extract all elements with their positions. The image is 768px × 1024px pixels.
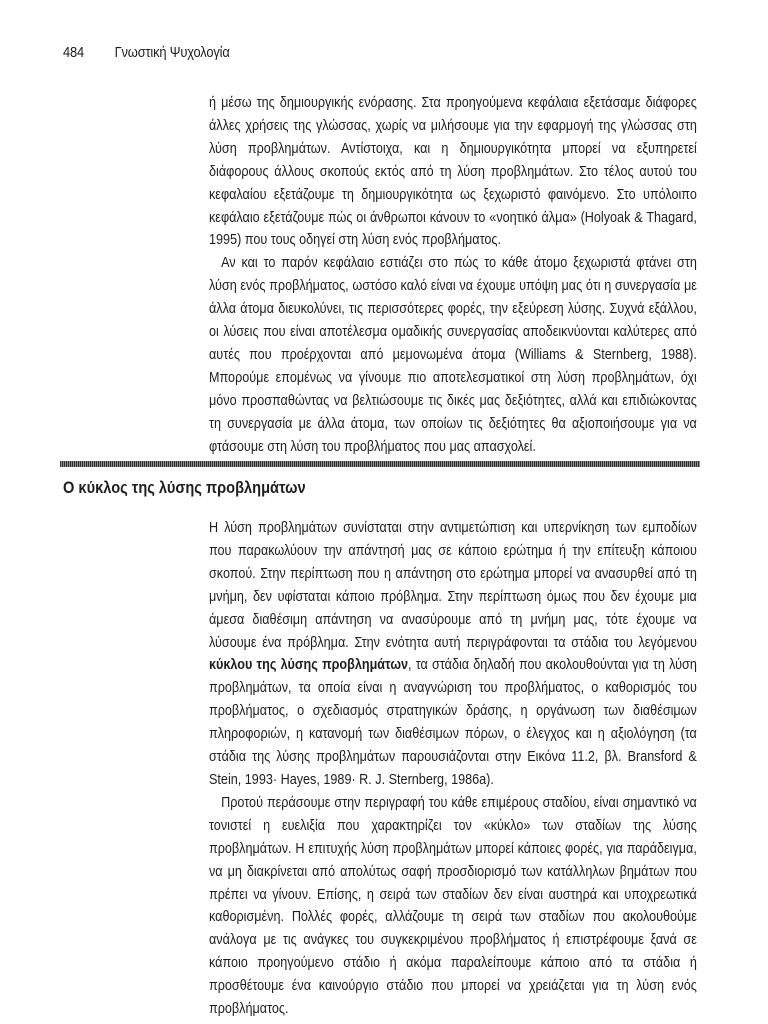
section-paragraph-1-end: , τα στάδια δηλαδή που ακολουθούνται για τη λύση προβλημάτων, τα οποία είναι η αναγνώριση του προβλήματος, ο καθορισμός του προβλήματος, ο σχεδιασμός στρατηγικών δράσης, η οργάνωση των διαθέσιμων πληροφοριών, η κατανομή των διαθέσιμων πόρων, ο έλεγχος και η αξιολόγηση (τα στάδια της λύσης προβλημάτων παρουσιάζονται στην Εικόνα 11.2, βλ. Bransford & Stein, 1993· Hayes, 1989· R. J. Sternberg, 1986a). <box>209 657 697 788</box>
running-header <box>63 44 230 61</box>
intro-paragraph-1: ή μέσω της δημιουργικής ενόρασης. Στα προηγούμενα κεφάλαια εξετάσαμε διάφορες άλλες χρήσεις της γλώσσας, χωρίς να μιλήσουμε για την εφαρμογή της γλώσσας στη λύση προβλημάτων. Αντίστοιχα, και η δημιουργικότητα μπορεί να εξυπηρετεί διάφορους άλλους σκοπούς εκτός από τη λύση προβλημάτων. Στο τέλος αυτού του κεφαλαίου εξετάζουμε τη δημιουργικότητα ως ξεχωριστό φαινόμενο. Στο υπόλοιπο κεφάλαιο εξετάζουμε πώς οι άνθρωποι κάνουν το «νοητικό άλμα» (Holyoak & Thagard, 1995) που τους οδηγεί στη λύση ενός προβλήματος. <box>209 95 697 249</box>
section-paragraph-2: Προτού περάσουμε στην περιγραφή του κάθε επιμέρους σταδίου, είναι σημαντικό να τονιστεί η ευελιξία που χαρακτηρίζει τον «κύκλο» των σταδίων της λύσης προβλημάτων. Η επιτυχής λύση προβλημάτων μπορεί κάποιες φορές, για παράδειγμα, να μη διακρίνεται από απολύτως σαφή προσδιορισμό των κατάλληλων βημάτων που πρέπει να γίνουν. Επίσης, η σειρά των σταδίων δεν είναι αυστηρά και υποχρεωτικά καθορισμένη. Πολλές φορές, αλλάζουμε τη σειρά των σταδίων που ακολουθούμε ανάλογα με τις ανάγκες του συγκεκριμένου προβλήματος ή επιστρέφουμε ξανά σε κάποιο προηγούμενο στάδιο ή ακόμα παραλείπουμε κάποιο από τα στάδια ή προσθέτουμε ένα καινούργιο στάδιο που μπορεί να χρειάζεται για τη λύση ενός προβλήματος. <box>209 794 697 1018</box>
page-number: 484 <box>63 44 85 61</box>
section-text-block <box>209 517 697 1021</box>
section-paragraph-1 <box>209 517 697 792</box>
section-divider <box>60 461 700 467</box>
intro-text-block <box>209 92 697 459</box>
section-paragraph-1-start: Η λύση προβλημάτων συνίσταται στην αντιμετώπιση και υπερνίκηση των εμποδίων που παρακωλύουν την απάντησή μας σε κάποιο ερώτημα ή την επίτευξη κάποιου σκοπού. Στην περίπτωση που η απάντηση στο ερώτημα μπορεί να ανασυρθεί από τη μνήμη, δεν υφίσταται κάποιο πρόβλημα. Στην περίπτωση όμως που δεν έχουμε μια άμεσα διαθέσιμη απάντηση να ανασύρουμε από τη μνήμη μας, τότε έχουμε να λύσουμε ένα πρόβλημα. Στην ενότητα αυτή περιγράφονται τα στάδια του λεγόμενου <box>209 520 697 651</box>
running-title: Γνωστική Ψυχολογία <box>114 44 230 61</box>
key-term: κύκλου της λύσης προβλημάτων <box>209 657 409 674</box>
intro-paragraph-2: Αν και το παρόν κεφάλαιο εστιάζει στο πώς το κάθε άτομο ξεχωριστά φτάνει στη λύση ενός προβλήματος, ωστόσο καλό είναι να έχουμε υπόψη μας ότι η συνεργασία με άλλα άτομα διευκολύνει, τις περισσότερες φορές, την εξεύρεση λύσης. Συχνά εξάλλου, οι λύσεις που είναι αποτέλεσμα ομαδικής συνεργασίας αποδεικνύονται καλύτερες από αυτές που προέρχονται από μεμονωμένα άτομα (Williams & Sternberg, 1988). Μπορούμε επομένως να γίνουμε πιο αποτελεσματικοί στη λύση προβλημάτων, όχι μόνο προσπαθώντας να βελτιώσουμε τις δικές μας δεξιότητες, αλλά και επιδιώκοντας τη συνεργασία με άλλα άτομα, των οποίων τις δεξιότητες θα αξιοποιήσουμε για να φτάσουμε στη λύση του προβλήματος που μας απασχολεί. <box>209 255 697 455</box>
section-heading: Ο κύκλος της λύσης προβλημάτων <box>63 478 306 497</box>
